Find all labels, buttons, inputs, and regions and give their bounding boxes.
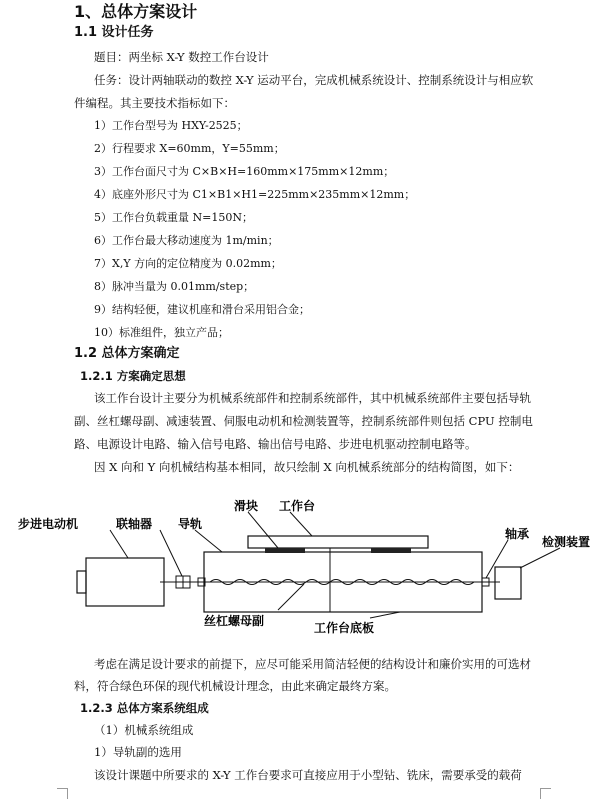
section-1-2-title: 1.2 总体方案确定 [74, 346, 180, 361]
para2-line: 因 X 向和 Y 向机械结构基本相同，故只绘制 X 向机械系统部分的结构简图，如下： [94, 460, 520, 474]
section-1-2-1-title: 1.2.1 方案确定思想 [80, 369, 186, 383]
spec-item: 8）脉冲当量为 0.01mm/step； [94, 280, 255, 293]
label-base: 工作台底板 [314, 621, 375, 635]
para1-line-3: 路、电源设计电路、输入信号电路、输出信号电路、步进电机驱动控制电路等。 [74, 437, 477, 451]
section-1-1-title: 1.1 设计任务 [74, 25, 154, 40]
label-motor: 步进电动机 [18, 517, 79, 531]
slider-right-shape [371, 548, 411, 553]
topic-line: 题目：两坐标 X-Y 数控工作台设计 [94, 50, 269, 64]
motor-body-shape [86, 558, 164, 606]
label-bearing: 轴承 [505, 527, 530, 541]
table-shape [248, 536, 428, 548]
motor-end-cap-shape [77, 571, 86, 593]
task-line-1: 任务：设计两轴联动的数控 X-Y 运动平台，完成机械系统设计、控制系统设计与相应软 [94, 73, 534, 87]
subheading-guide-selection: 1）导轨副的选用 [94, 745, 182, 759]
spec-item: 4）底座外形尺寸为 C1×B1×H1=225mm×235mm×12mm； [94, 188, 416, 201]
para1-line-1: 该工作台设计主要分为机械系统部件和控制系统部件，其中机械系统部件主要包括导轨 [94, 391, 531, 405]
spec-item: 5）工作台负载重量 N=150N； [94, 211, 253, 224]
label-screw: 丝杠螺母副 [204, 614, 265, 628]
spec-item: 7）X,Y 方向的定位精度为 0.02mm； [94, 257, 282, 270]
slider-left-shape [265, 548, 305, 553]
spec-item: 6）工作台最大移动速度为 1m/min； [94, 234, 279, 247]
subheading-mechanical: （1）机械系统组成 [94, 723, 194, 737]
spec-item: 10）标准组件，独立产品； [94, 326, 229, 339]
x-axis-structure-diagram [0, 492, 608, 652]
heading-1: 1、总体方案设计 [74, 2, 198, 21]
spec-item: 1）工作台型号为 HXY-2525； [94, 119, 248, 132]
section-1-2-3-title: 1.2.3 总体方案系统组成 [80, 701, 209, 715]
page-corner-mark-right [540, 788, 551, 799]
para3-line-1: 考虑在满足设计要求的前提下，应尽可能采用简洁轻便的结构设计和廉价实用的可选材 [94, 657, 531, 671]
para4-line: 该设计课题中所要求的 X-Y 工作台要求可直接应用于小型钻、铣床，需要承受的载荷 [94, 768, 522, 782]
spec-item: 9）结构轻便，建议机座和滑台采用铝合金； [94, 303, 310, 316]
page-corner-mark-left [57, 788, 68, 799]
para3-line-2: 料，符合绿色环保的现代机械设计理念，由此来确定最终方案。 [74, 679, 396, 693]
label-coupling: 联轴器 [116, 517, 153, 531]
spec-item: 2）行程要求 X=60mm，Y=55mm； [94, 142, 285, 155]
label-table: 工作台 [279, 499, 316, 513]
detector-shape [495, 567, 521, 599]
spec-item: 3）工作台面尺寸为 C×B×H=160mm×175mm×12mm； [94, 165, 395, 178]
label-guide: 导轨 [178, 517, 203, 531]
label-detector: 检测装置 [542, 535, 591, 549]
label-slider: 滑块 [234, 499, 259, 513]
task-line-2: 件编程。其主要技术指标如下： [74, 96, 235, 110]
para1-line-2: 副、丝杠螺母副、减速装置、伺服电动机和检测装置等，控制系统部件则包括 CPU 控制电 [74, 414, 533, 428]
